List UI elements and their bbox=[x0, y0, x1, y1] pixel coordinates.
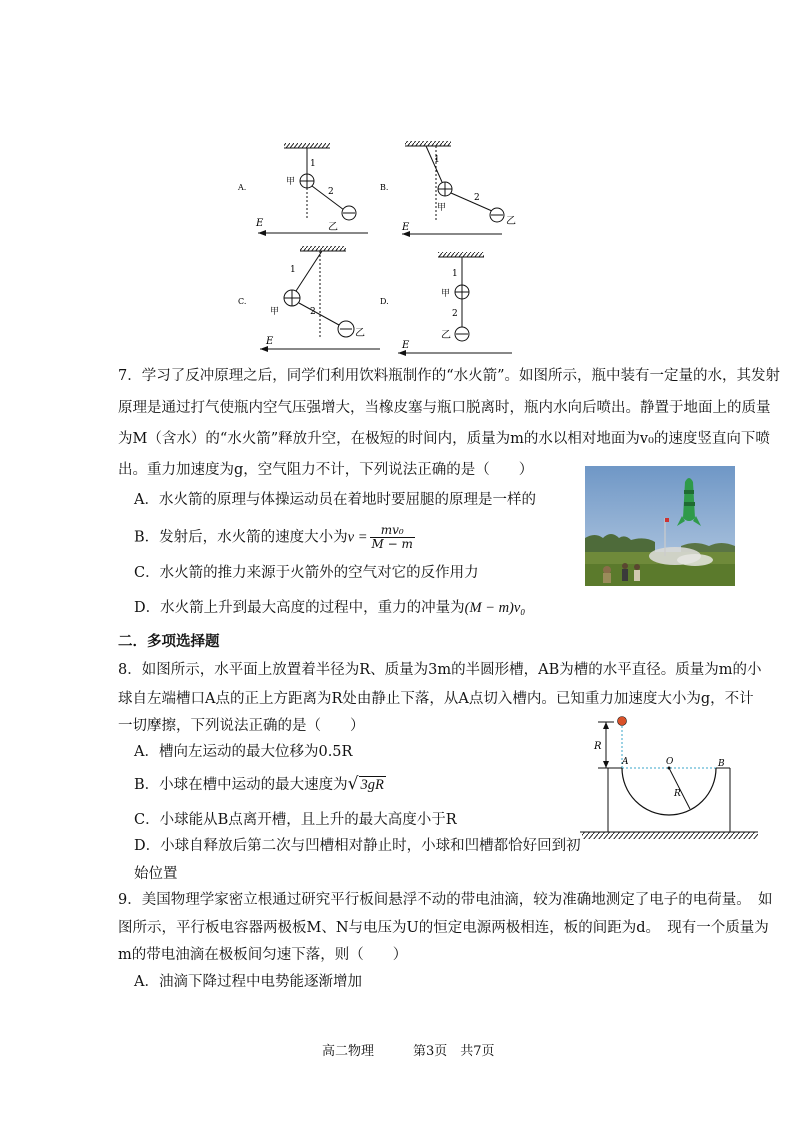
q9-line-2: 图所示，平行板电容器两极板M、N与电压为U的恒定电源两极相连，板的间距为d。 现有一个质量为 bbox=[118, 920, 769, 936]
q7-option-b bbox=[134, 524, 417, 551]
fig-label-r-height: R bbox=[594, 741, 602, 752]
option-a-letter: A. bbox=[238, 183, 247, 192]
option-d-letter: D. bbox=[380, 297, 389, 306]
q8-option-a: A．槽向左运动的最大位移为0.5R bbox=[134, 744, 353, 760]
label-jia-c: 甲 bbox=[270, 307, 280, 317]
q8-option-d-1: D．小球自释放后第二次与凹槽相对静止时，小球和凹槽都恰好回到初 bbox=[134, 838, 581, 854]
label-yi-d: 乙 bbox=[441, 330, 451, 341]
label-2-d: 2 bbox=[452, 309, 458, 319]
q7-option-d-expr: (M − m)v₀ bbox=[464, 600, 526, 616]
sqrt-sign: √ bbox=[347, 774, 359, 794]
q7-option-d-text: D．水火箭上升到最大高度的过程中，重力的冲量为 bbox=[134, 600, 465, 616]
label-e-d: E bbox=[402, 340, 410, 351]
label-2-a: 2 bbox=[328, 187, 334, 197]
q7-line-4: 出。重力加速度为g，空气阻力不计，下列说法正确的是（ ） bbox=[118, 462, 534, 478]
label-2-c: 2 bbox=[310, 307, 316, 317]
q7-option-b-text: B．发射后，水火箭的速度大小为 bbox=[134, 529, 348, 546]
q9-line-1: 9．美国物理学家密立根通过研究平行板间悬浮不动的带电油滴，较为准确地测定了电子的电荷量。 如 bbox=[118, 892, 773, 908]
label-jia-b: 甲 bbox=[437, 203, 447, 213]
label-1-d: 1 bbox=[452, 269, 458, 279]
label-yi-a: 乙 bbox=[328, 222, 338, 233]
label-jia-a: 甲 bbox=[286, 177, 296, 187]
section-2-heading: 二．多项选择题 bbox=[118, 633, 220, 650]
page-footer: 高二物理 第3页 共7页 bbox=[322, 1044, 495, 1059]
q7-option-d bbox=[134, 598, 525, 618]
q7-option-b-eq: v = bbox=[347, 529, 368, 546]
q8-option-b-text: B．小球在槽中运动的最大速度为 bbox=[134, 777, 348, 793]
semicircle-groove-figure bbox=[578, 714, 760, 842]
q8-line-1: 8．如图所示，水平面上放置着半径为R、质量为3m的半圆形槽，AB为槽的水平直径。质量为m的小 bbox=[118, 662, 762, 678]
label-e-c: E bbox=[266, 336, 274, 347]
fig-label-o: O bbox=[666, 757, 674, 767]
q7-option-a: A．水火箭的原理与体操运动员在着地时要屈腿的原理是一样的 bbox=[134, 492, 536, 508]
q8-option-b bbox=[134, 774, 386, 795]
q8-line-2: 球自左端槽口A点的正上方距离为R处由静止下落，从A点切入槽内。已知重力加速度大小为g，不计 bbox=[118, 691, 754, 707]
label-1-b: 1 bbox=[434, 155, 440, 165]
fig-label-a: A bbox=[622, 757, 629, 767]
label-e-a: E bbox=[256, 218, 264, 229]
q8-option-b-radicand: 3gR bbox=[360, 777, 384, 793]
option-a-figure bbox=[258, 143, 368, 236]
label-jia-d: 甲 bbox=[441, 289, 451, 299]
q7-line-3: 为M（含水）的“水火箭”释放升空，在极短的时间内，质量为m的水以相对地面为v₀的速度竖直向下喷 bbox=[118, 431, 770, 447]
q7-frac-denominator: M − m bbox=[371, 537, 413, 551]
fig-label-b: B bbox=[718, 759, 725, 769]
option-c-letter: C. bbox=[238, 297, 247, 306]
q7-line-2: 原理是通过打气使瓶内空气压强增大，当橡皮塞与瓶口脱离时，瓶内水向后喷出。静置于地面上的质量 bbox=[118, 400, 771, 416]
label-1-a: 1 bbox=[310, 159, 316, 169]
label-yi-c: 乙 bbox=[355, 328, 365, 339]
q8-line-3: 一切摩擦，下列说法正确的是（ ） bbox=[118, 718, 365, 734]
label-e-b: E bbox=[402, 222, 410, 233]
option-b-letter: B. bbox=[380, 183, 389, 192]
q8-option-d-2: 始位置 bbox=[134, 866, 178, 882]
q7-option-b-fraction bbox=[370, 524, 415, 551]
q7-frac-numerator: mv₀ bbox=[370, 524, 415, 538]
q9-line-3: m的带电油滴在极板间匀速下落，则（ ） bbox=[118, 947, 408, 963]
water-rocket-photo bbox=[585, 466, 735, 586]
pendulum-options-figure bbox=[230, 138, 520, 360]
q8-option-c: C．小球能从B点离开槽，且上升的最大高度小于R bbox=[134, 812, 457, 828]
option-d-figure bbox=[398, 252, 512, 356]
label-2-b: 2 bbox=[474, 193, 480, 203]
q9-option-a: A．油滴下降过程中电势能逐渐增加 bbox=[134, 974, 362, 990]
q7-line-1: 7．学习了反冲原理之后，同学们利用饮料瓶制作的“水火箭”。如图所示，瓶中装有一定量的水，其发射 bbox=[118, 368, 781, 384]
q7-option-c: C．水火箭的推力来源于火箭外的空气对它的反作用力 bbox=[134, 565, 479, 581]
label-yi-b: 乙 bbox=[506, 216, 516, 227]
label-1-c: 1 bbox=[290, 265, 296, 275]
option-b-figure bbox=[402, 141, 504, 237]
fig-label-r-radius: R bbox=[674, 789, 681, 799]
